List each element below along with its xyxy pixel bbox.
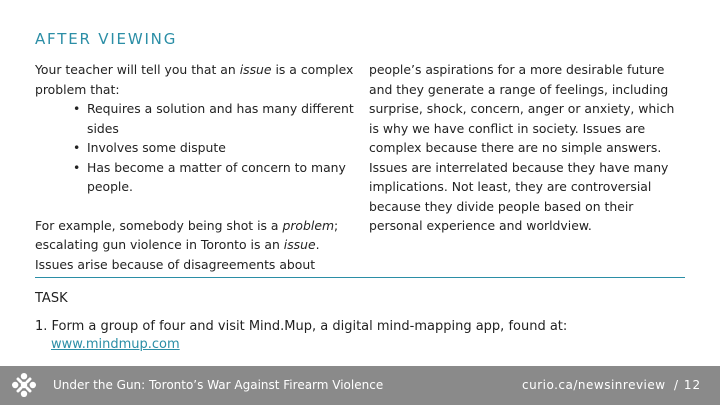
footer-bar xyxy=(0,366,720,405)
criteria-item: • Has become a matter of concern to many people. xyxy=(73,158,355,197)
cbc-gem-logo-icon xyxy=(11,372,37,398)
example-issue-term: issue xyxy=(283,237,316,252)
footer-site-url: curio.ca/newsinreview xyxy=(522,378,666,392)
intro-text-end: is a complex problem that: xyxy=(35,62,354,97)
mindmup-link[interactable]: www.mindmup.com xyxy=(51,337,180,352)
example-text-end: . Issues arise because of disagreements about xyxy=(35,237,320,272)
example-text-middle: ; escalating gun violence in Toronto is an xyxy=(35,217,339,252)
intro-text-start: Your teacher will tell you that an xyxy=(35,62,240,77)
page-number: / 12 xyxy=(674,378,702,392)
criteria-list xyxy=(35,99,355,197)
intro-paragraph xyxy=(35,60,355,99)
example-problem-term: problem xyxy=(282,217,335,233)
example-text-start: For example, somebody being shot is a xyxy=(35,217,283,233)
footer-title: Under the Gun: Toronto’s War Against Firearm Violence xyxy=(53,378,384,392)
task-heading: TASK xyxy=(35,291,68,306)
criteria-item: • Involves some dispute xyxy=(73,138,355,158)
left-column xyxy=(35,60,355,274)
right-column xyxy=(369,60,687,236)
section-divider xyxy=(35,277,685,278)
task-item xyxy=(35,318,685,354)
continuation-paragraph: people’s aspirations for a more desirable future and they generate a range of feelings, including surprise, shock, concern, anger or anxiety, which is why we have conflict in society. Issues are complex because there are no simple answers. Issues are interrelated because they have many implications. Not least, they are controversial because they divide people based on their personal experience and worldview. xyxy=(369,62,675,233)
intro-issue-term: issue xyxy=(239,62,272,77)
example-paragraph xyxy=(35,216,355,275)
task-item-text: Form a group of four and visit Mind.Mup, a digital mind-mapping app, found at: xyxy=(51,319,568,334)
section-heading: AFTER VIEWING xyxy=(35,30,178,48)
criteria-item: • Requires a solution and has many different sides xyxy=(73,99,355,138)
task-item-number: 1. xyxy=(35,319,48,334)
